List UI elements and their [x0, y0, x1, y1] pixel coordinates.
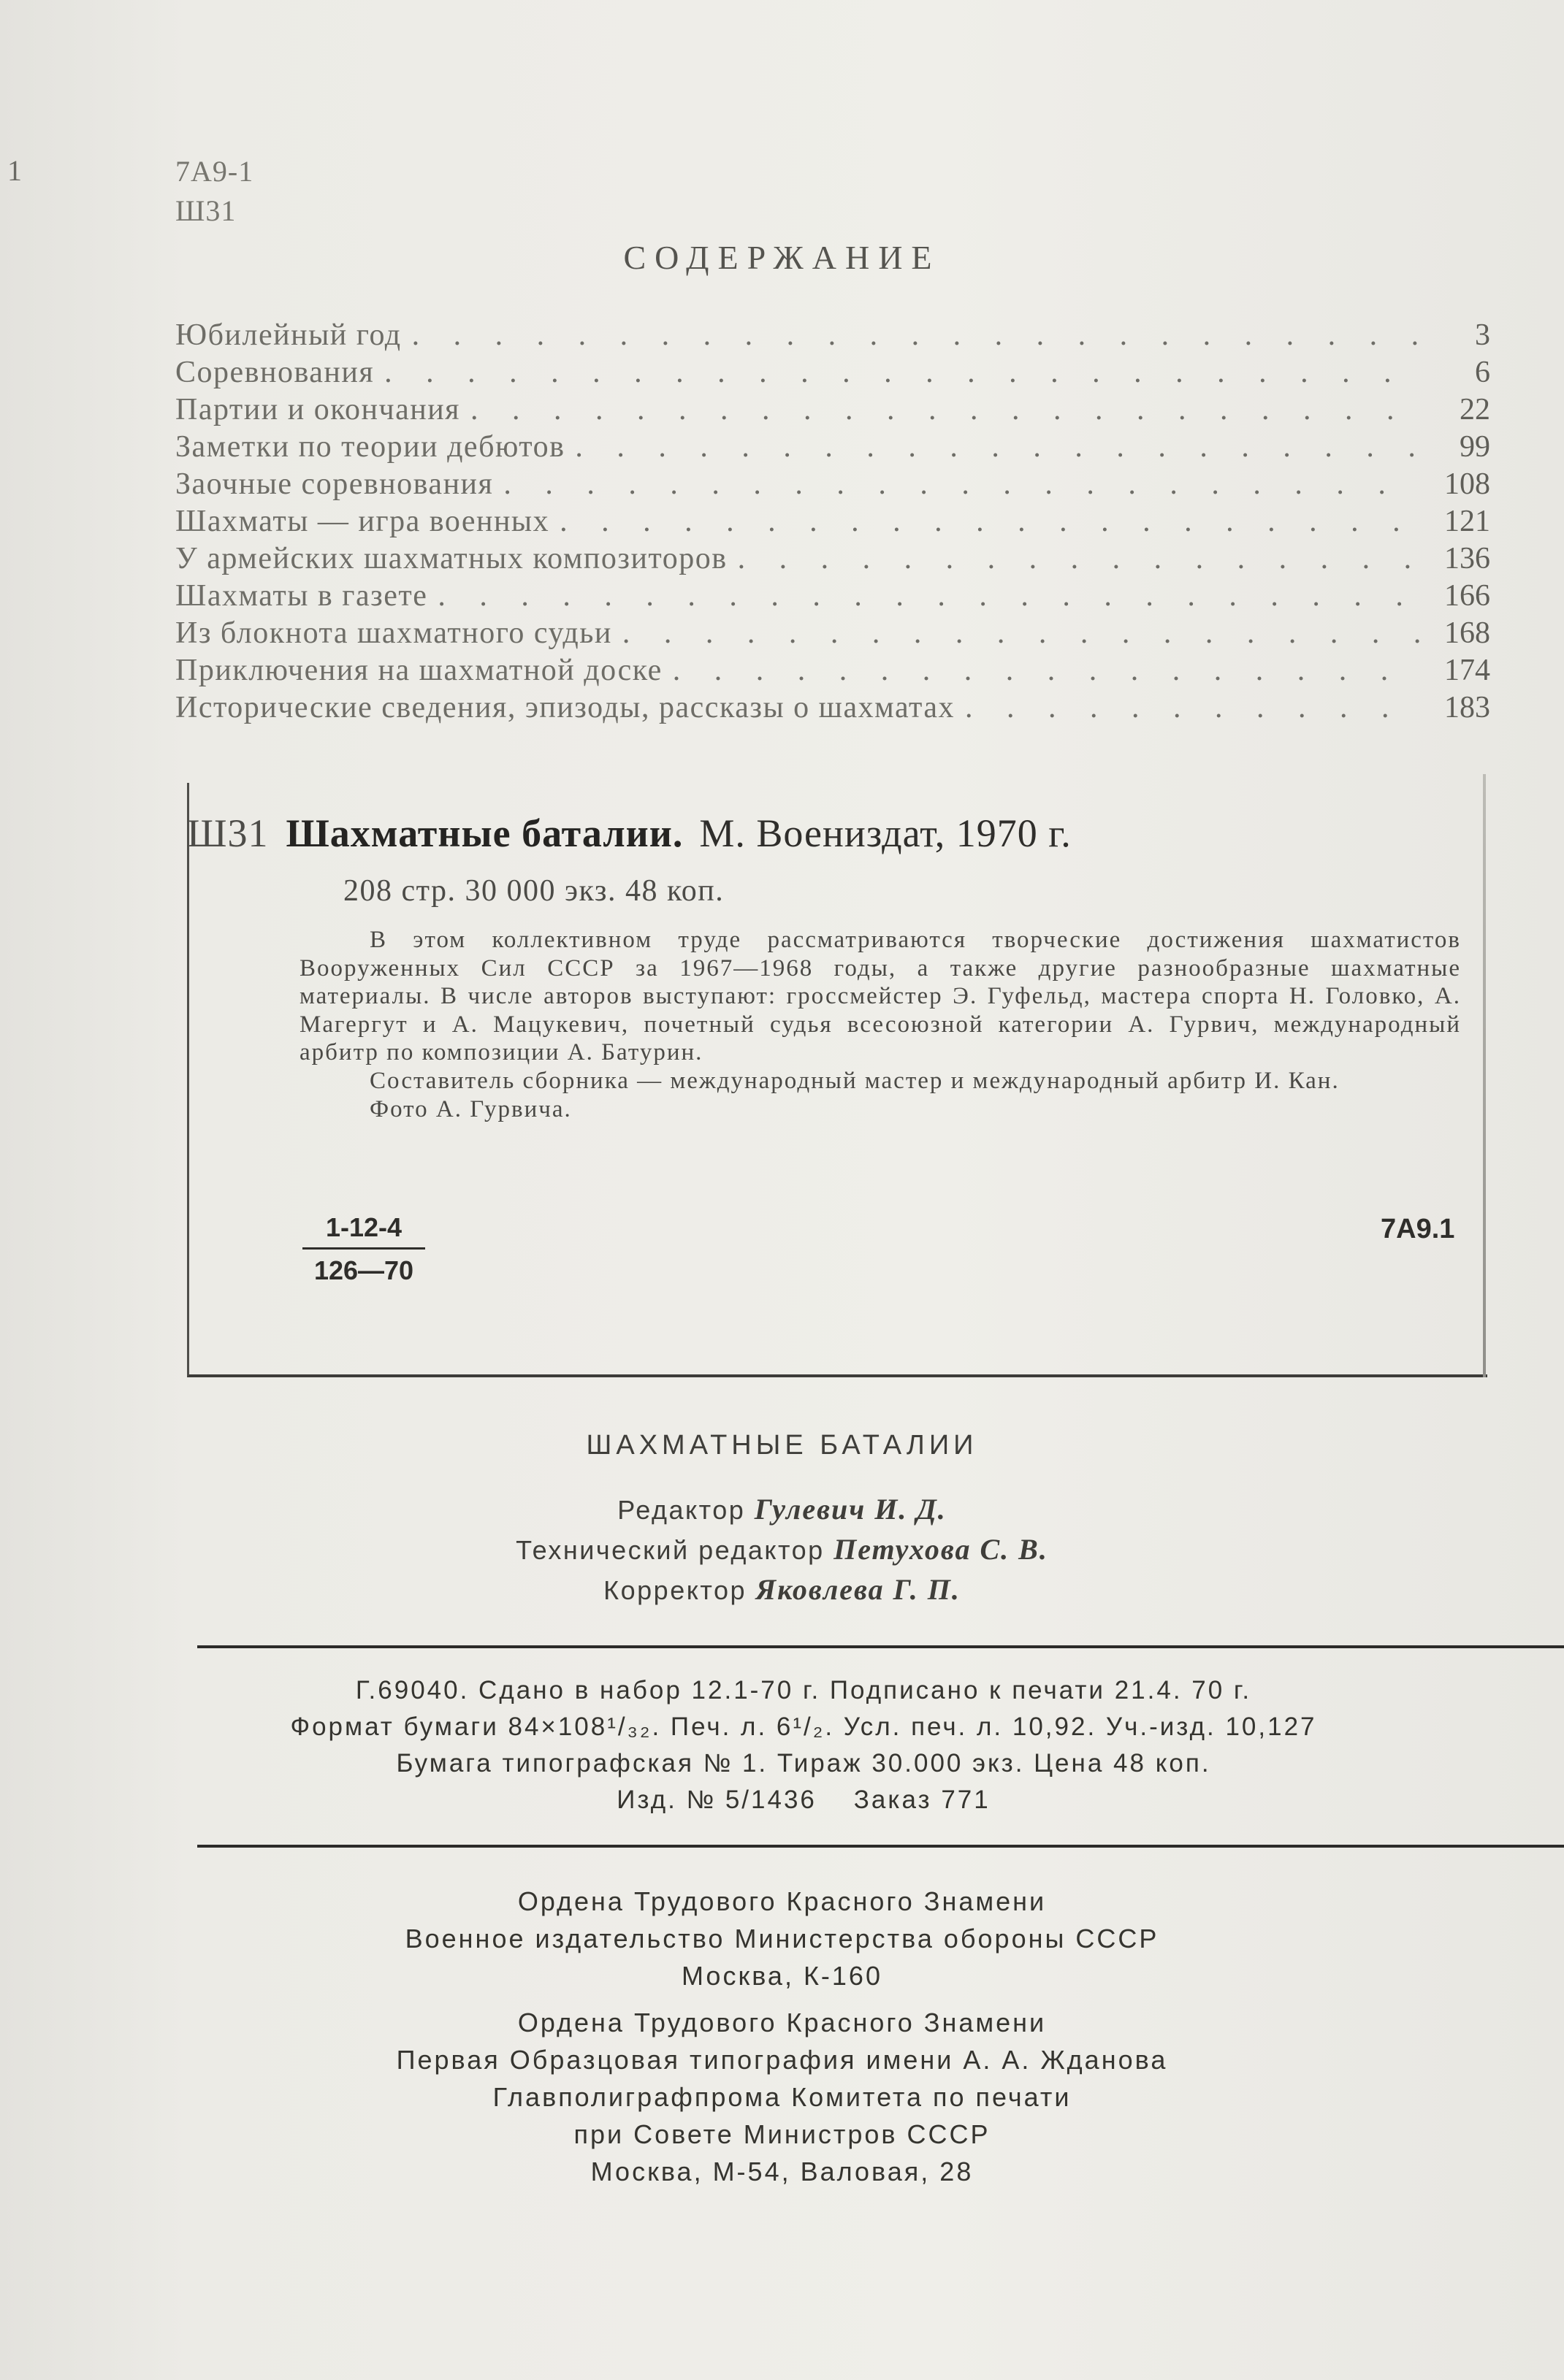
staff-role: Технический редактор [516, 1535, 825, 1565]
toc-entry [175, 467, 1490, 504]
imprint-technical-data [146, 1672, 1461, 1818]
toc-entry-title: Исторические сведения, эпизоды, рассказы о шахматах [175, 691, 955, 724]
index-code: 7А9-1 [175, 155, 254, 188]
toc-entry-title: У армейских шахматных композиторов [175, 542, 728, 575]
catalogue-card-right-edge [1483, 774, 1486, 1377]
toc-entry [175, 653, 1490, 690]
toc-entry-page: 108 [1444, 467, 1490, 501]
imprint-staff [0, 1490, 1564, 1610]
toc-entry [175, 541, 1490, 578]
toc-entry-title: Приключения на шахматной доске [175, 654, 663, 687]
imprint-rule-top [197, 1645, 1564, 1648]
toc-entry-page: 168 [1444, 616, 1490, 650]
card-publisher-line: М. Воениздат, 1970 г. [699, 811, 1072, 855]
card-class-code: Ш31 [187, 811, 269, 855]
toc-leader-dots [412, 318, 1422, 353]
toc-heading: СОДЕРЖАНИЕ [623, 239, 941, 276]
toc-leader-dots [738, 541, 1422, 576]
card-headline [187, 811, 1072, 856]
toc-entry [175, 690, 1490, 727]
toc-entry [175, 355, 1490, 392]
printer-line: Первая Образцовая типография имени А. А. Жданова [396, 2045, 1168, 2075]
toc-entry-page: 99 [1460, 430, 1490, 464]
staff-name: Петухова С. В. [834, 1533, 1048, 1566]
annotation-paragraph: В этом коллективном труде рассматриваются творческие достижения шахматистов Вооруженных Сил СССР за 1967—1968 годы, а также другие разнообразные шахматные материалы. В числе авторов выступают: гроссмейстер Э. Гуфельд, мастера спорта Н. Головко, А. Магергут и А. Мацукевич, почетный судья всесоюзной категории А. Гурвич, международный арбитр по композиции А. Батурин. [300, 927, 1461, 1066]
toc-entry-title: Шахматы в газете [175, 579, 428, 613]
annotation-paragraph: Составитель сборника — международный мастер и международный арбитр И. Кан. [370, 1067, 1340, 1094]
tech-line: Изд. № 5/1436 Заказ 771 [617, 1786, 991, 1814]
printer-block [0, 2004, 1564, 2190]
toc-leader-dots [560, 504, 1422, 539]
toc-entry [175, 318, 1490, 355]
toc-entry-page: 166 [1444, 579, 1490, 613]
card-code-fraction [302, 1212, 425, 1286]
printer-line: Москва, М-54, Валовая, 28 [590, 2157, 974, 2186]
toc-entry-title: Соревнования [175, 356, 375, 389]
publisher-line: Москва, К-160 [682, 1961, 882, 1991]
card-code-denominator: 126—70 [313, 1255, 414, 1285]
toc-entry [175, 504, 1490, 541]
printer-line: Главполиграфпрома Комитета по печати [492, 2082, 1072, 2112]
toc-entry-title: Заочные соревнования [175, 467, 494, 501]
toc-entry-page: 183 [1444, 691, 1490, 724]
toc-leader-dots [622, 616, 1422, 651]
publisher-line: Ордена Трудового Красного Знамени [517, 1886, 1047, 1916]
annotation-paragraph: Фото А. Гурвича. [370, 1095, 572, 1122]
toc-leader-dots [503, 467, 1422, 502]
toc-entry-title: Юбилейный год [175, 318, 402, 352]
card-title: Шахматные баталии. [286, 811, 684, 855]
card-code-right: 7А9.1 [1381, 1214, 1455, 1244]
tech-line: Г.69040. Сдано в набор 12.1-70 г. Подписано к печати 21.4. 70 г. [355, 1676, 1252, 1704]
toc-leader-dots [673, 653, 1422, 688]
toc-entry-title: Из блокнота шахматного судьи [175, 616, 612, 650]
toc-entry-page: 136 [1444, 542, 1490, 575]
staff-name: Гулевич И. Д. [754, 1493, 947, 1526]
toc-entry [175, 392, 1490, 429]
index-code: Ш31 [175, 194, 237, 227]
staff-name: Яковлева Г. П. [755, 1573, 961, 1606]
toc-entry [175, 578, 1490, 616]
staff-row [0, 1530, 1564, 1570]
table-of-contents [175, 318, 1490, 727]
printer-line: при Совете Министров СССР [573, 2119, 991, 2149]
staff-row [0, 1490, 1564, 1530]
tech-line: Бумага типографская № 1. Тираж 30.000 экз. Цена 48 коп. [396, 1749, 1211, 1778]
toc-leader-dots [470, 392, 1422, 427]
toc-leader-dots [965, 690, 1422, 725]
toc-entry-page: 22 [1460, 393, 1490, 426]
staff-row [0, 1570, 1564, 1610]
card-details: 208 стр. 30 000 экз. 48 коп. [343, 874, 725, 908]
library-index-codes [175, 152, 253, 231]
imprint-title: ШАХМАТНЫЕ БАТАЛИИ [586, 1430, 978, 1461]
toc-entry-title: Заметки по теории дебютов [175, 430, 565, 464]
page-edge-mark: 1 [7, 154, 22, 187]
card-annotation [300, 926, 1461, 1123]
card-code-numerator: 1-12-4 [302, 1212, 425, 1250]
toc-leader-dots [384, 355, 1422, 390]
toc-entry-title: Шахматы — игра военных [175, 505, 550, 538]
toc-entry-title: Партии и окончания [175, 393, 460, 426]
toc-entry-page: 121 [1444, 505, 1490, 538]
toc-entry-page: 174 [1444, 654, 1490, 687]
printer-line: Ордена Трудового Красного Знамени [517, 2008, 1047, 2037]
publisher-line: Военное издательство Министерства обороны СССР [405, 1924, 1159, 1954]
tech-line: Формат бумаги 84×108¹/₃₂. Печ. л. 6¹/₂. Усл. печ. л. 10,92. Уч.-изд. 10,127 [290, 1713, 1317, 1741]
toc-leader-dots [438, 578, 1422, 613]
toc-entry-page: 3 [1475, 318, 1490, 352]
imprint-rule-bottom [197, 1845, 1564, 1848]
toc-entry [175, 429, 1490, 467]
staff-role: Редактор [617, 1495, 746, 1525]
publisher-block [0, 1883, 1564, 1994]
toc-leader-dots [575, 429, 1422, 464]
toc-entry-page: 6 [1475, 356, 1490, 389]
staff-role: Корректор [603, 1575, 747, 1605]
toc-entry [175, 616, 1490, 653]
